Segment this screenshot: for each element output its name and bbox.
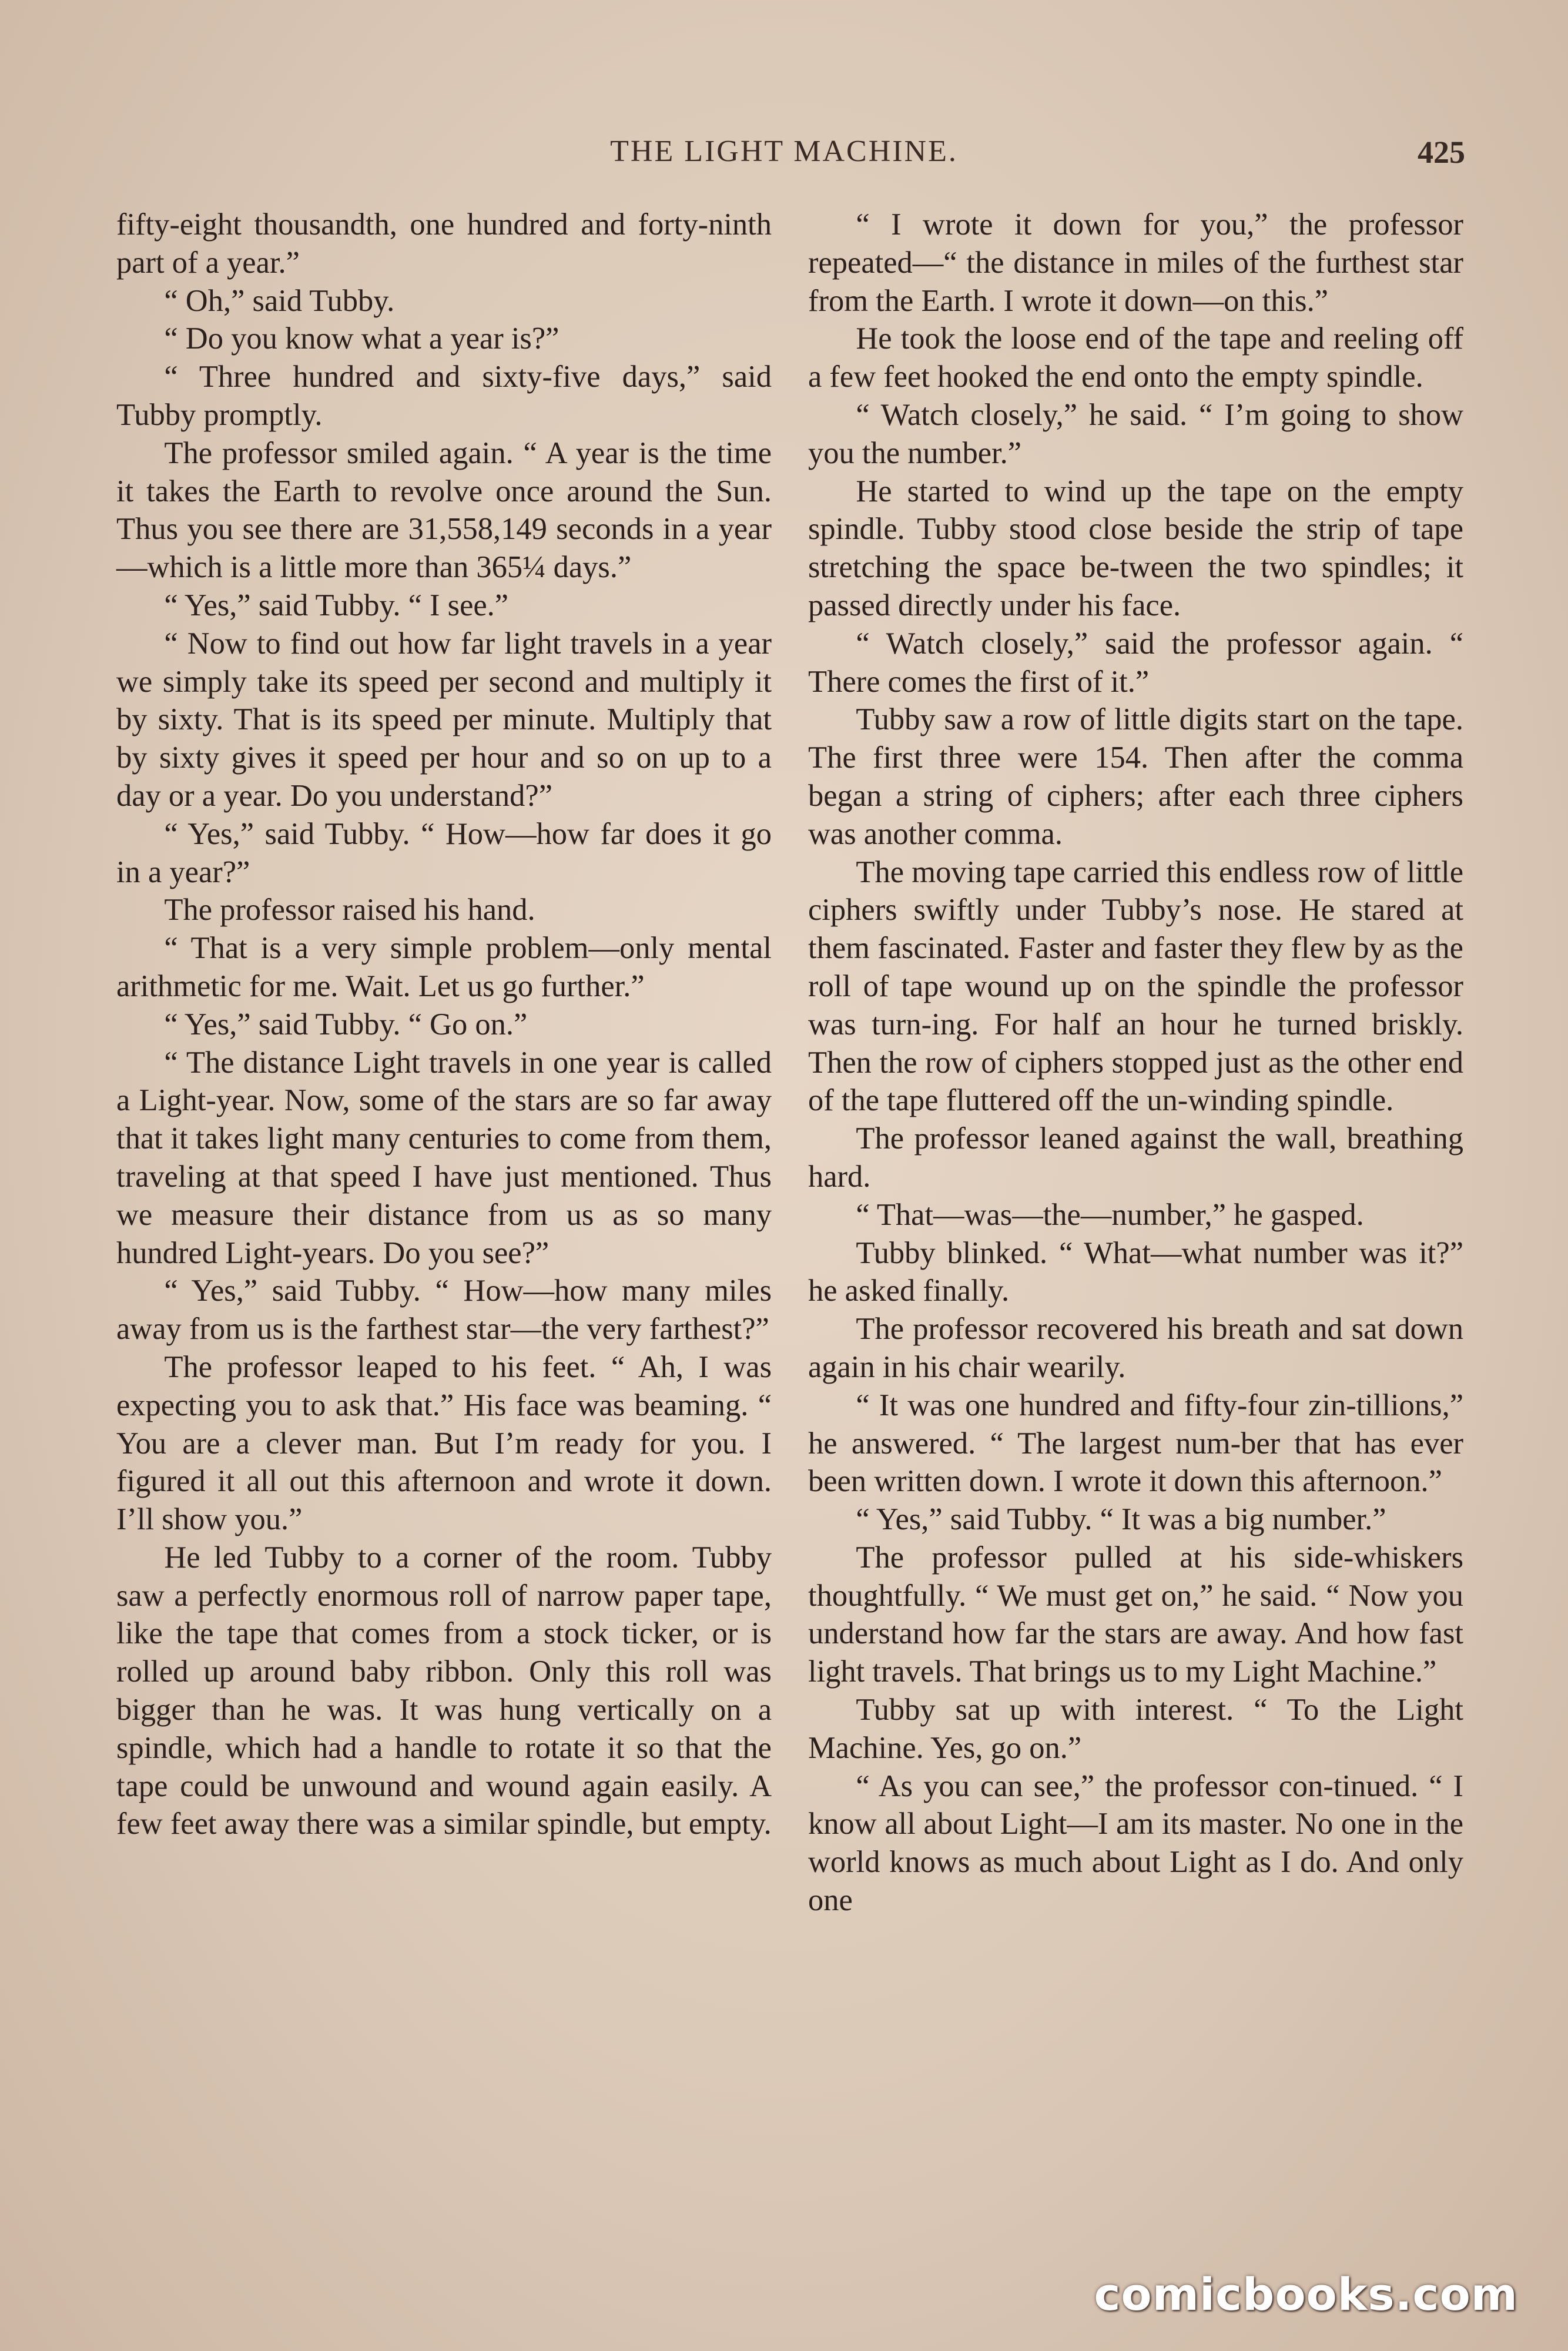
paragraph: Tubby blinked. “ What—what number was it?” he asked finally. [808, 1235, 1463, 1308]
paragraph: “ Watch closely,” said the professor again. “ There comes the first of it.” [808, 626, 1463, 699]
paragraph: “ Yes,” said Tubby. “ How—how far does it go in a year?” [116, 816, 772, 889]
paragraph: Tubby sat up with interest. “ To the Light Machine. Yes, go on.” [808, 1693, 1463, 1765]
page-number: 425 [1418, 135, 1465, 170]
paragraph: The professor leaped to his feet. “ Ah, I was expecting you to ask that.” His face was beaming. “ You are a clever man. But I’m ready for you. I figured it all out this afternoon and wrote it down. I’ll show you.” [116, 1349, 772, 1537]
paragraph: The professor recovered his breath and sat down again in his chair wearily. [808, 1312, 1463, 1384]
paragraph: “ Now to find out how far light travels in a year we simply take its speed per second and multiply it by sixty. That is its speed per minute. Multiply that by sixty gives it speed per hour and so on up to a day or a year. Do you understand?” [116, 626, 772, 813]
paragraph: “ The distance Light travels in one year is called a Light-year. Now, some of the stars are so far away that it takes light many centuries to come from them, traveling at that speed I have just mentioned. Thus we measure their distance from us as so many hundred Light-years. Do you see?” [116, 1045, 772, 1270]
watermark: comicbooks.com [1094, 2268, 1518, 2320]
paragraph: “ Yes,” said Tubby. “ I see.” [164, 588, 509, 622]
paragraph: He started to wind up the tape on the empty spindle. Tubby stood close beside the strip of tape stretching the space be-tween the two spindles; it passed directly under his face. [808, 474, 1463, 622]
paragraph: The professor smiled again. “ A year is the time it takes the Earth to revolve once around the Sun. Thus you see there are 31,558,149 seconds in a year—which is a little more than 365¼ days.” [116, 436, 772, 585]
paragraph: The professor leaned against the wall, breathing hard. [808, 1121, 1463, 1194]
paragraph: “ Oh,” said Tubby. [164, 283, 395, 318]
paragraph: “ Three hundred and sixty-five days,” said Tubby promptly. [116, 360, 772, 432]
right-column [808, 206, 1463, 1920]
paragraph: He took the loose end of the tape and reeling off a few feet hooked the end onto the empty spindle. [808, 321, 1463, 394]
left-column [116, 206, 772, 1843]
paragraph: “ It was one hundred and fifty-four zin-tillions,” he answered. “ The largest num-ber that has ever been written down. I wrote it down this afternoon.” [808, 1388, 1463, 1499]
paragraph: “ Yes,” said Tubby. “ Go on.” [164, 1007, 528, 1041]
paragraph: “ Do you know what a year is?” [164, 321, 559, 356]
paragraph: “ That—was—the—number,” he gasped. [856, 1197, 1364, 1232]
paragraph: The professor pulled at his side-whiskers thoughtfully. “ We must get on,” he said. “ Now you understand how far the stars are away. And how fast light travels. That brings us to my Light Machine.” [808, 1540, 1463, 1689]
paragraph: “ I wrote it down for you,” the professor repeated—“ the distance in miles of the furthest star from the Earth. I wrote it down—on this.” [808, 207, 1463, 318]
paragraph: “ That is a very simple problem—only mental arithmetic for me. Wait. Let us go further.” [116, 931, 772, 1003]
paragraph: “ As you can see,” the professor con-tinued. “ I know all about Light—I am its master. No one in the world knows as much about Light as I do. And only one [808, 1769, 1463, 1918]
paragraph: “ Yes,” said Tubby. “ It was a big number.” [856, 1502, 1386, 1537]
paragraph: The professor raised his hand. [164, 893, 535, 927]
paragraph: “ Watch closely,” he said. “ I’m going to show you the number.” [808, 397, 1463, 470]
paragraph: fifty-eight thousandth, one hundred and forty-ninth part of a year.” [116, 207, 772, 280]
paragraph: He led Tubby to a corner of the room. Tubby saw a perfectly enormous roll of narrow paper tape, like the tape that comes from a stock ticker, or is rolled up around baby ribbon. Only this roll was bigger than he was. It was hung vertically on a spindle, which had a handle to rotate it so that the tape could be unwound and wound again easily. A few feet away there was a similar spindle, but empty. [116, 1540, 772, 1841]
paragraph: Tubby saw a row of little digits start on the tape. The first three were 154. Then after the comma began a string of ciphers; after each three ciphers was another comma. [808, 702, 1463, 851]
running-head [0, 134, 1568, 175]
running-title: THE LIGHT MACHINE. [610, 135, 958, 168]
paragraph: “ Yes,” said Tubby. “ How—how many miles away from us is the farthest star—the very farthest?” [116, 1274, 772, 1347]
paragraph: The moving tape carried this endless row of little ciphers swiftly under Tubby’s nose. He stared at them fascinated. Faster and faster they flew by as the roll of tape wound up on the spindle the professor was turn-ing. For half an hour he turned briskly. Then the row of ciphers stopped just as the other end of the tape fluttered off the un-winding spindle. [808, 855, 1463, 1118]
